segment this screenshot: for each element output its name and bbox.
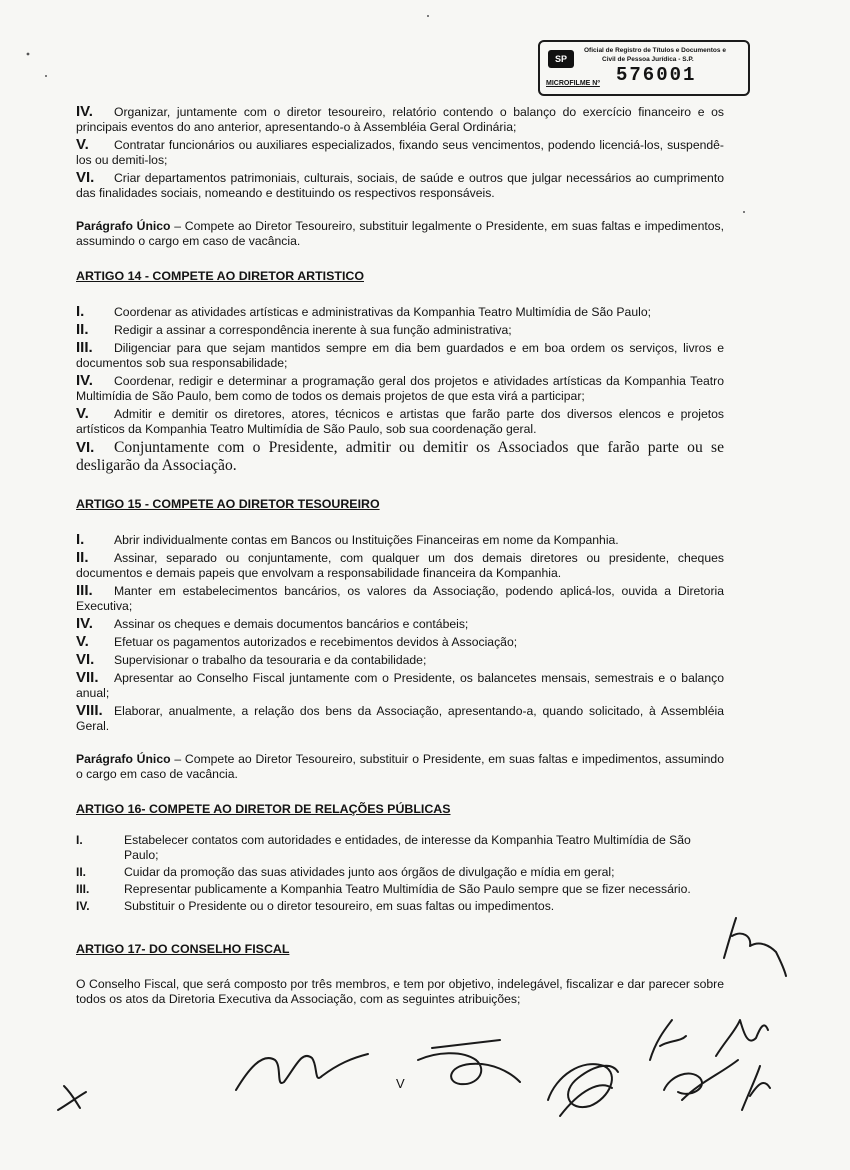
- list-item: III. Representar publicamente a Kompanhia Teatro Multimídia de São Paulo sempre que se fizer necessário.: [76, 882, 691, 896]
- list-item: V. Efetuar os pagamentos autorizados e recebimentos devidos à Associação;: [76, 633, 518, 650]
- stamp-number: 576001: [616, 64, 697, 86]
- signature-3-icon: [548, 1064, 618, 1116]
- artigo-17-title: ARTIGO 17- DO CONSELHO FISCAL: [76, 942, 290, 956]
- list-item: VII. Apresentar ao Conselho Fiscal juntamente com o Presidente, os balancetes mensais, semestrais e o balanço anual;: [76, 669, 724, 700]
- scan-dust-icon: [427, 15, 429, 17]
- list-item: I. Coordenar as atividades artísticas e administrativas da Kompanhia Teatro Multimídia de São Paulo;: [76, 303, 651, 320]
- signature-2-icon: [418, 1040, 520, 1084]
- list-item: I. Abrir individualmente contas em Bancos ou Instituições Financeiras em nome da Kompanhia.: [76, 531, 619, 548]
- stamp-label: MICROFILME Nº: [546, 80, 600, 87]
- stamp-seal-icon: SP: [548, 50, 574, 68]
- small-mark-icon: [58, 1086, 86, 1110]
- list-item: IV. Substituir o Presidente ou o diretor tesoureiro, em suas faltas ou impedimentos.: [76, 899, 555, 913]
- signature-4-icon: [664, 1060, 738, 1100]
- signature-7-icon: [650, 1020, 686, 1060]
- scan-dust-icon: [743, 211, 745, 213]
- list-item: II. Cuidar da promoção das suas atividades junto aos órgãos de divulgação e mídia em geral;: [76, 865, 615, 879]
- signature-6-icon: [716, 1020, 768, 1056]
- paragrafo-unico: Parágrafo Único – Compete ao Diretor Tesoureiro, substituir o Presidente, em suas faltas e impedimentos, assumindo o cargo em caso de vacância.: [76, 752, 724, 781]
- list-item: IV. Organizar, juntamente com o diretor tesoureiro, relatório contendo o balanço do exercício financeiro e os principais eventos do ano anterior, apresentando-o à Assembléia Geral Ordinária;: [76, 103, 724, 134]
- list-item: VIII. Elaborar, anualmente, a relação dos bens da Associação, apresentando-a, quando solicitado, à Assembléia Geral.: [76, 702, 724, 733]
- paragrafo-unico: Parágrafo Único – Compete ao Diretor Tesoureiro, substituir legalmente o Presidente, em suas faltas e impedimentos, assumindo o cargo em caso de vacância.: [76, 219, 725, 248]
- list-item: VI. Criar departamentos patrimoniais, culturais, sociais, de saúde e outros que julgar necessários ao cumprimento das finalidades sociais, nomeando e destituindo os respectivos responsáveis.: [76, 169, 724, 200]
- artigo-16-title: ARTIGO 16- COMPETE AO DIRETOR DE RELAÇÕES PÚBLICAS: [76, 802, 451, 816]
- artigo-14-title: ARTIGO 14 - COMPETE AO DIRETOR ARTISTICO: [76, 269, 364, 283]
- signature-1-icon: [236, 1054, 368, 1090]
- list-item: I. Estabelecer contatos com autoridades e entidades, de interesse da Kompanhia Teatro Multimídia de São Paulo;: [76, 833, 691, 862]
- initials-icon: [724, 918, 786, 976]
- scan-dust-icon: [45, 75, 47, 77]
- list-item: II. Assinar, separado ou conjuntamente, com qualquer um dos demais diretores ou presidente, cheques documentos e demais papeis que envolvam a responsabilidade financeira da Kompanhia.: [76, 549, 724, 580]
- list-item: IV. Assinar os cheques e demais documentos bancários e contábeis;: [76, 615, 469, 632]
- artigo-17-text: O Conselho Fiscal, que será composto por três membros, e tem por objetivo, indelegável, fiscalizar e dar parecer sobre todos os atos da Diretoria Executiva da Associação, com as seguintes atribuições;: [76, 977, 724, 1006]
- stamp-office-line: Oficial de Registro de Títulos e Documentos e: [584, 47, 726, 54]
- list-item: III. Manter em estabelecimentos bancários, os valores da Associação, podendo aplicá-los, ouvida a Diretoria Executiva;: [76, 582, 724, 613]
- page-mark: V: [396, 1076, 405, 1091]
- scan-dust-icon: [27, 53, 30, 56]
- list-item: II. Redigir a assinar a correspondência inerente à sua função administrativa;: [76, 321, 512, 338]
- list-item: IV. Coordenar, redigir e determinar a programação geral dos projetos e atividades artísticas da Kompanhia Teatro Multimídia de São Paulo, bem como de todos os demais projetos de que esta virá a participar;: [76, 372, 724, 403]
- stamp-office-line-2: Civil de Pessoa Jurídica - S.P.: [602, 56, 694, 63]
- list-item: VI. Supervisionar o trabalho da tesouraria e da contabilidade;: [76, 651, 427, 668]
- signature-5-icon: [742, 1066, 770, 1110]
- artigo-15-title: ARTIGO 15 - COMPETE AO DIRETOR TESOUREIRO: [76, 497, 380, 511]
- list-item: V. Contratar funcionários ou auxiliares especializados, fixando seus vencimentos, podendo licenciá-los, suspendê-los ou demiti-los;: [76, 136, 724, 167]
- list-item: III. Diligenciar para que sejam mantidos sempre em dia bem guardados e em boa ordem os serviços, livros e documentos sob sua responsabilidade;: [76, 339, 724, 370]
- list-item: VI. Conjuntamente com o Presidente, admitir ou demitir os Associados que farão parte ou se desligarão da Associação.: [76, 439, 724, 474]
- list-item: V. Admitir e demitir os diretores, atores, técnicos e artistas que farão parte dos diversos elencos e projetos artísticos da Kompanhia Teatro Multimídia de São Paulo, sob sua coordenação geral.: [76, 405, 724, 436]
